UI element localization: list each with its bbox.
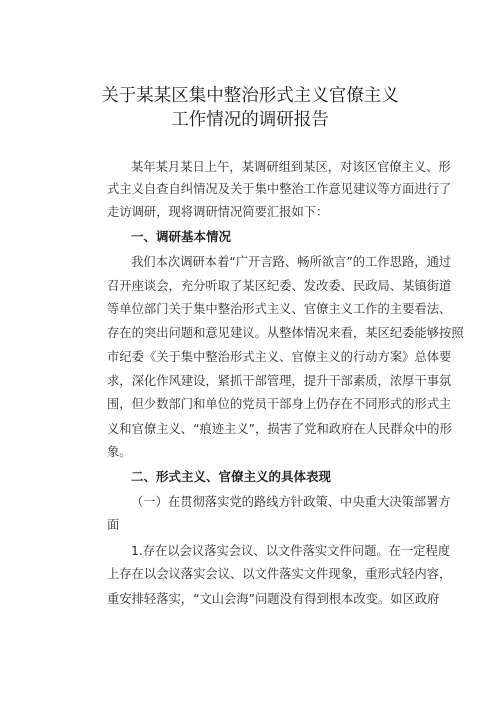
section1-line: 义和官僚主义、“痕迹主义”，损害了党和政府在人民群众中的形 (107, 422, 452, 436)
section1-line: 我们本次调研本着“广开言路、畅所欲言”的工作思路，通过 (131, 255, 452, 269)
section1-line: 求，深化作风建设，紧抓干部管理，提升干部素质，浓厚干事氛 (107, 374, 452, 388)
section-heading-2: 二、形式主义、官僚主义的具体表现 (131, 469, 332, 484)
intro-line: 走访调研，现将调研情况简要汇报如下： (107, 205, 329, 219)
section1-line: 象。 (107, 445, 132, 459)
section-heading-1: 一、调研基本情况 (131, 229, 232, 244)
section1-line: 召开座谈会，充分听取了某区纪委、发改委、民政局、某镇街道 (107, 279, 452, 293)
document-title-line-2: 工作情况的调研报告 (171, 110, 329, 130)
section1-line: 围，但少数部门和单位的党员干部身上仍存在不同形式的形式主 (107, 397, 452, 411)
section2-subheading-line: （一）在贯彻落实党的路线方针政策、中央重大决策部署方 (131, 495, 451, 509)
section2-item-line: 重安排轻落实，“文山会海”问题没有得到根本改变。如区政府 (107, 592, 440, 606)
section2-subheading-line: 面 (107, 518, 120, 532)
section2-item-line: 1.存在以会议落实会议、以文件落实文件问题。在一定程度 (131, 544, 451, 558)
document-title-line-1: 关于某某区集中整治形式主义官僚主义 (101, 86, 399, 106)
section1-line: 市纪委《关于集中整治形式主义、官僚主义的行动方案》总体要 (107, 350, 452, 364)
section1-line: 存在的突出问题和意见建议。从整体情况来看，某区纪委能够按照 (107, 326, 464, 340)
section1-line: 等单位部门关于集中整治形式主义、官僚主义工作的主要看法、 (107, 302, 452, 316)
intro-line: 某年某月某日上午，某调研组到某区，对该区官僚主义、形 (131, 160, 451, 174)
section2-item-line: 上存在以会议落实会议、以文件落实文件现象，重形式轻内容， (107, 567, 452, 581)
intro-line: 式主义自查自纠情况及关于集中整治工作意见建议等方面进行了 (107, 182, 452, 196)
